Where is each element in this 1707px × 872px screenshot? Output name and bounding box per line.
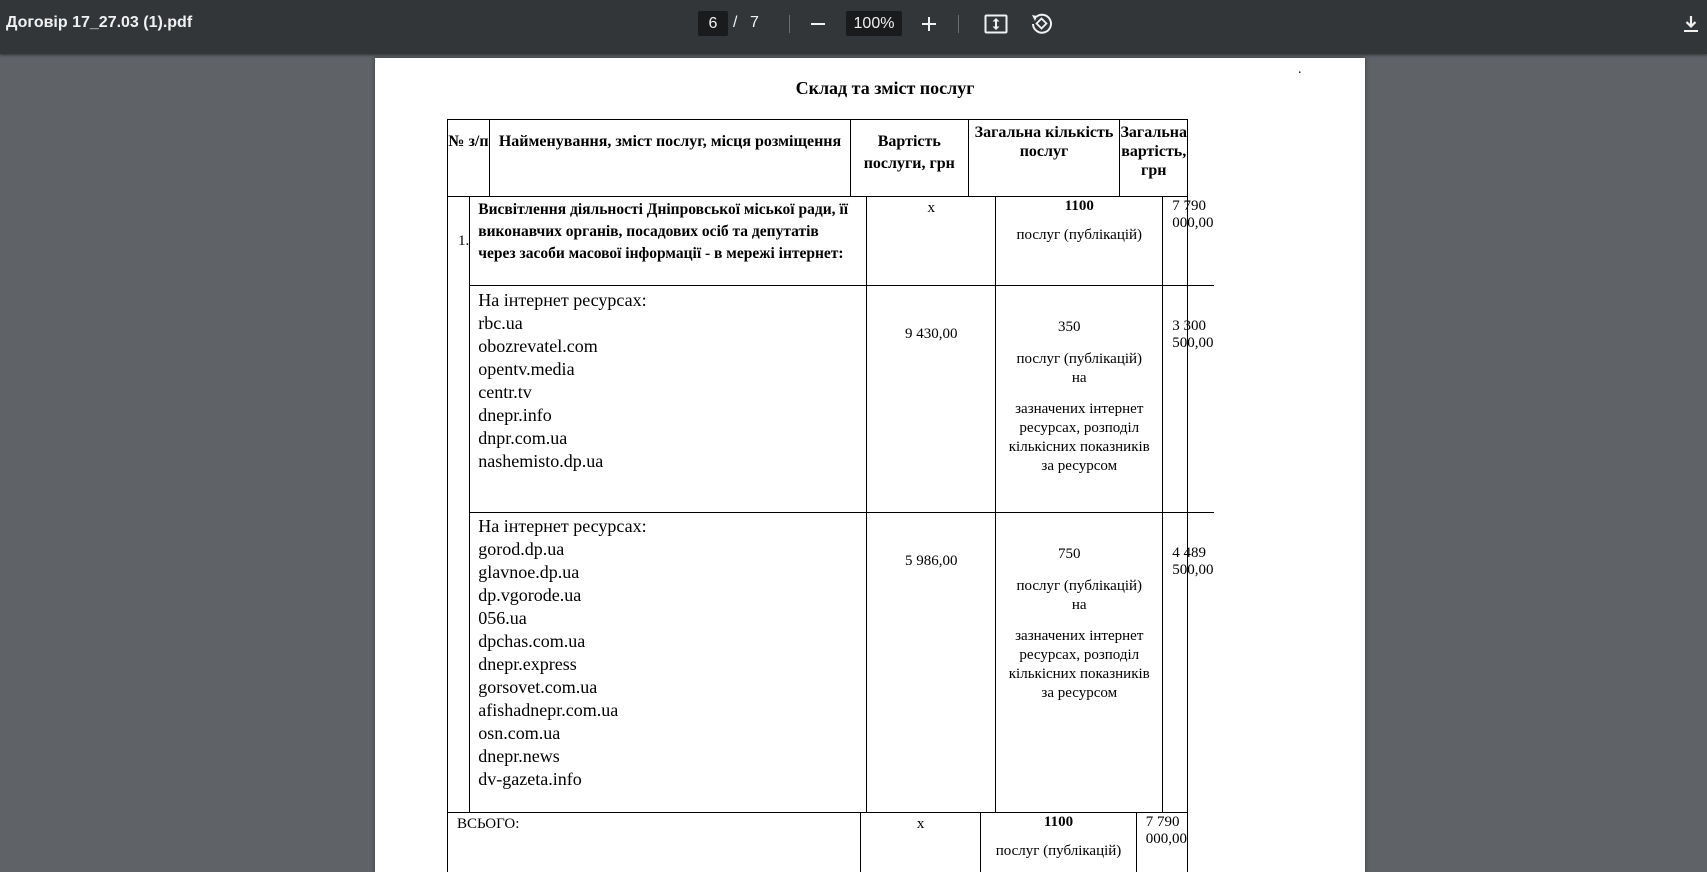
zoom-level-input[interactable]: 100% [846, 11, 902, 36]
pdf-toolbar [0, 0, 1707, 54]
group-quantity: 750 [1058, 546, 1081, 562]
group-quantity-unit: послуг (публікацій) на [1016, 578, 1143, 613]
file-title: Договір 17_27.03 (1).pdf [6, 14, 193, 31]
sites-label: На інтернет ресурсах: [478, 290, 647, 310]
group-total: 4 489 500,00 [1172, 545, 1214, 578]
rotate-icon [1029, 12, 1053, 36]
site-item: dnepr.news [478, 746, 560, 766]
site-item: rbc.ua [478, 313, 523, 333]
grand-total: 7 790 000,00 [1145, 814, 1188, 847]
total-pages: 7 [750, 14, 759, 31]
total-quantity: 1100 [1043, 814, 1074, 830]
site-item: gorod.dp.ua [478, 539, 565, 559]
group-price: 5 986,00 [867, 513, 996, 812]
row-number: 1. [448, 197, 470, 812]
site-item: opentv.media [478, 359, 575, 379]
current-page-input[interactable]: 6 [698, 11, 728, 36]
zoom-out-button[interactable] [803, 9, 833, 39]
header-number: № з/п [448, 120, 490, 196]
site-item: dpchas.com.ua [478, 631, 586, 651]
toolbar-divider [789, 15, 790, 33]
group-quantity-unit: послуг (публікацій) на [1016, 351, 1143, 386]
site-item: glavnoe.dp.ua [478, 562, 580, 582]
download-icon [1682, 15, 1700, 33]
table-total-row [448, 813, 1187, 872]
page-mark: . [1298, 62, 1302, 77]
site-item: obozrevatel.com [478, 336, 598, 356]
total-quantity-unit: послуг (публікацій) [995, 843, 1122, 859]
group-quantity-desc: зазначених інтернет ресурсах, розподіл кількісних показників за ресурсом [1008, 401, 1150, 474]
site-item: centr.tv [478, 382, 532, 402]
group-quantity: 350 [1058, 319, 1081, 335]
table-body-group [448, 197, 1214, 813]
site-item: dnepr.express [478, 654, 577, 674]
page-heading: Склад та зміст послуг [795, 78, 975, 98]
toolbar-divider [958, 15, 959, 33]
site-item: nashemisto.dp.ua [478, 451, 604, 471]
site-item: dp.vgorode.ua [478, 585, 582, 605]
service-quantity: 1100 [1064, 198, 1094, 214]
download-button[interactable] [1676, 9, 1706, 39]
service-price: х [867, 197, 996, 285]
site-item: dnpr.com.ua [478, 428, 568, 448]
site-item: osn.com.ua [478, 723, 561, 743]
sites-list [470, 513, 867, 812]
header-quantity: Загальна кількість послуг [969, 120, 1121, 196]
total-label: ВСЬОГО: [448, 813, 861, 872]
zoom-in-button[interactable] [914, 9, 944, 39]
site-item: dnepr.info [478, 405, 552, 425]
plus-icon [921, 16, 937, 32]
sites-list [470, 286, 867, 512]
header-total: Загальна вартість, грн [1120, 124, 1187, 179]
table-row [470, 286, 1213, 513]
total-quantity-cell [981, 813, 1137, 872]
header-name: Найменування, зміст послуг, місця розміщення [490, 120, 851, 196]
header-price: Вартість послуги, грн [851, 120, 968, 196]
site-item: gorsovet.com.ua [478, 677, 598, 697]
page-separator: / [733, 14, 738, 31]
minus-icon [810, 16, 826, 32]
group-quantity-cell [996, 513, 1163, 812]
table-row [470, 197, 1213, 286]
table-header-row [448, 120, 1187, 197]
service-total: 7 790 000,00 [1172, 198, 1214, 231]
pdf-page [375, 58, 1365, 872]
fit-page-icon [984, 14, 1008, 34]
group-total: 3 300 500,00 [1172, 318, 1214, 351]
service-quantity-unit: послуг (публікацій) [1016, 227, 1143, 243]
site-item: 056.ua [478, 608, 527, 628]
rotate-button[interactable] [1026, 9, 1056, 39]
group-quantity-desc: зазначених інтернет ресурсах, розподіл кількісних показників за ресурсом [1008, 628, 1150, 701]
group-quantity-cell [996, 286, 1163, 512]
services-table [447, 119, 1214, 872]
total-price: х [861, 813, 981, 872]
table-row [470, 513, 1213, 812]
site-item: dv-gazeta.info [478, 769, 582, 789]
sites-label: На інтернет ресурсах: [478, 516, 647, 536]
fit-page-button[interactable] [981, 9, 1011, 39]
service-quantity-cell [996, 197, 1163, 285]
service-description: Висвітлення діяльності Дніпровської міської ради, її виконавчих органів, посадових осіб та депутатів через засоби масової інформації - в мережі інтернет: [470, 197, 867, 285]
site-item: afishadnepr.com.ua [478, 700, 619, 720]
group-price: 9 430,00 [867, 286, 996, 512]
